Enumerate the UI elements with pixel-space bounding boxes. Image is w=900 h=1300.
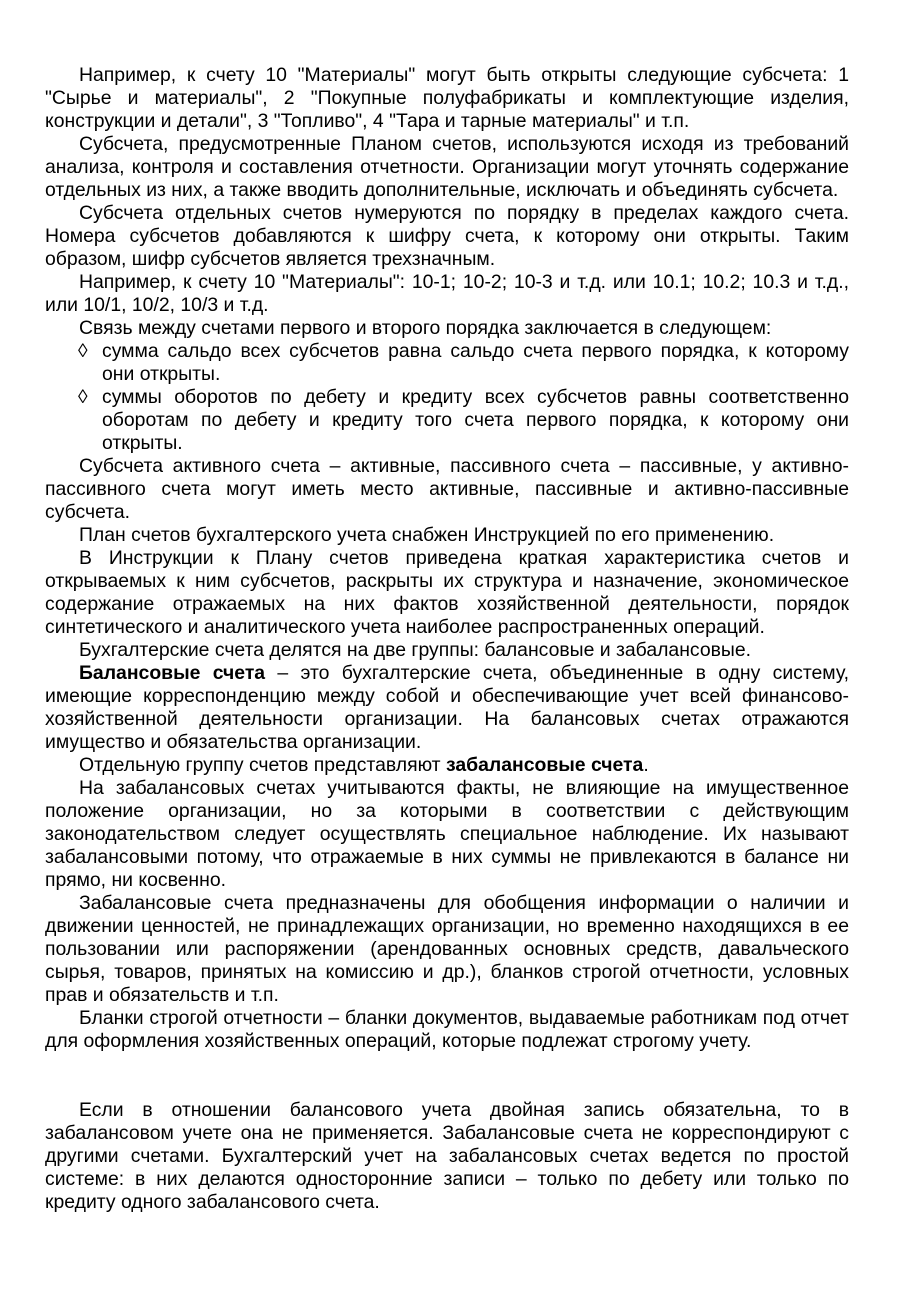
paragraph-double-entry: Если в отношении балансового учета двойная запись обязательна, то в забалансовом учете она не применяется. Забалансовые счета не корреспондируют с другими счетами. Бухгалтерский учет на забалансовых счетах ведется по простой системе: в них делаются односторонние записи – только по дебету или только по кредиту одного забалансового счета.	[45, 1099, 849, 1213]
document-page	[45, 64, 849, 1214]
paragraph-subaccount-types: Субсчета активного счета – активные, пассивного счета – пассивные, у активно-пассивного счета могут иметь место активные, пассивные и активно-пассивные субсчета.	[45, 455, 849, 523]
off-balance-intro-text: Отдельную группу счетов представляют	[79, 754, 446, 776]
paragraph-off-balance-facts: На забалансовых счетах учитываются факты, не влияющие на имущественное положение организации, но за которыми в соответствии с действующим законодательством следует осуществлять специальное наблюдение. Их называют забалансовыми потому, что отражаемые в них суммы не привлекаются в балансе ни прямо, ни косвенно.	[45, 777, 849, 891]
diamond-bullet-icon: ◊	[78, 386, 88, 408]
paragraph-off-balance-purpose: Забалансовые счета предназначены для обобщения информации о наличии и движении ценностей, не принадлежащих организации, но временно находящихся в ее пользовании или распоряжении (арендованных основных средств, давальческого сырья, товаров, принятых на комиссию и др.), бланков строгой отчетности, условных прав и обязательств и т.п.	[45, 892, 849, 1006]
paragraph-numbering-example: Например, к счету 10 "Материалы": 10-1; 10-2; 10-3 и т.д. или 10.1; 10.2; 10.3 и т.д., или 10/1, 10/2, 10/3 и т.д.	[45, 271, 849, 316]
list-item-text: сумма сальдо всех субсчетов равна сальдо счета первого порядка, к которому они открыты.	[102, 340, 849, 385]
paragraph-subaccount-numbering: Субсчета отдельных счетов нумеруются по порядку в пределах каждого счета. Номера субсчетов добавляются к шифру счета, к которому они открыты. Таким образом, шифр субсчетов является трехзначным.	[45, 202, 849, 270]
paragraph-instruction: План счетов бухгалтерского учета снабжен Инструкцией по его применению.	[79, 524, 775, 546]
off-balance-intro-end: .	[643, 754, 649, 776]
paragraph-strict-forms: Бланки строгой отчетности – бланки документов, выдаваемые работникам под отчет для оформления хозяйственных операций, которые подлежат строгому учету.	[45, 1007, 849, 1052]
paragraph-subaccount-purpose: Субсчета, предусмотренные Планом счетов, используются исходя из требований анализа, контроля и составления отчетности. Организации могут уточнять содержание отдельных из них, а также вводить дополнительные, исключать и объединять субсчета.	[45, 133, 849, 201]
paragraph-instruction-content: В Инструкции к Плану счетов приведена краткая характеристика счетов и открываемых к ним субсчетов, раскрыты их структура и назначение, экономическое содержание отражаемых на них фактов хозяйственной деятельности, порядок синтетического и аналитического учета наиболее распространенных операций.	[45, 547, 849, 638]
paragraph-spacer	[45, 1053, 849, 1099]
diamond-bullet-icon: ◊	[78, 340, 88, 362]
term-balance-accounts: Балансовые счета	[79, 662, 266, 684]
definition-balance-accounts: – это бухгалтерские счета, объединенные в одну систему, имеющие корреспонденцию между собой и обеспечивающие учет всей финансово-хозяйственной деятельности организации. На балансовых счетах отражаются имущество и обязательства организации.	[45, 662, 849, 753]
list-item-text: суммы оборотов по дебету и кредиту всех субсчетов равны соответственно оборотам по дебету и кредиту того счета первого порядка, к которому они открыты.	[102, 386, 849, 454]
term-off-balance-accounts: забалансовые счета	[445, 754, 644, 776]
paragraph-account-groups: Бухгалтерские счета делятся на две группы: балансовые и забалансовые.	[79, 639, 752, 661]
relation-list	[45, 340, 849, 455]
paragraph-balance-accounts	[45, 662, 849, 754]
paragraph-subaccount-example: Например, к счету 10 "Материалы" могут быть открыты следующие субсчета: 1 "Сырье и материалы", 2 "Покупные полуфабрикаты и комплектующие изделия, конструкции и детали", 3 "Топливо", 4 "Тара и тарные материалы" и т.п.	[45, 64, 849, 132]
paragraph-relation-intro: Связь между счетами первого и второго порядка заключается в следующем:	[79, 317, 772, 339]
list-item	[45, 386, 849, 455]
list-item	[45, 340, 849, 386]
paragraph-off-balance-intro	[45, 754, 849, 777]
